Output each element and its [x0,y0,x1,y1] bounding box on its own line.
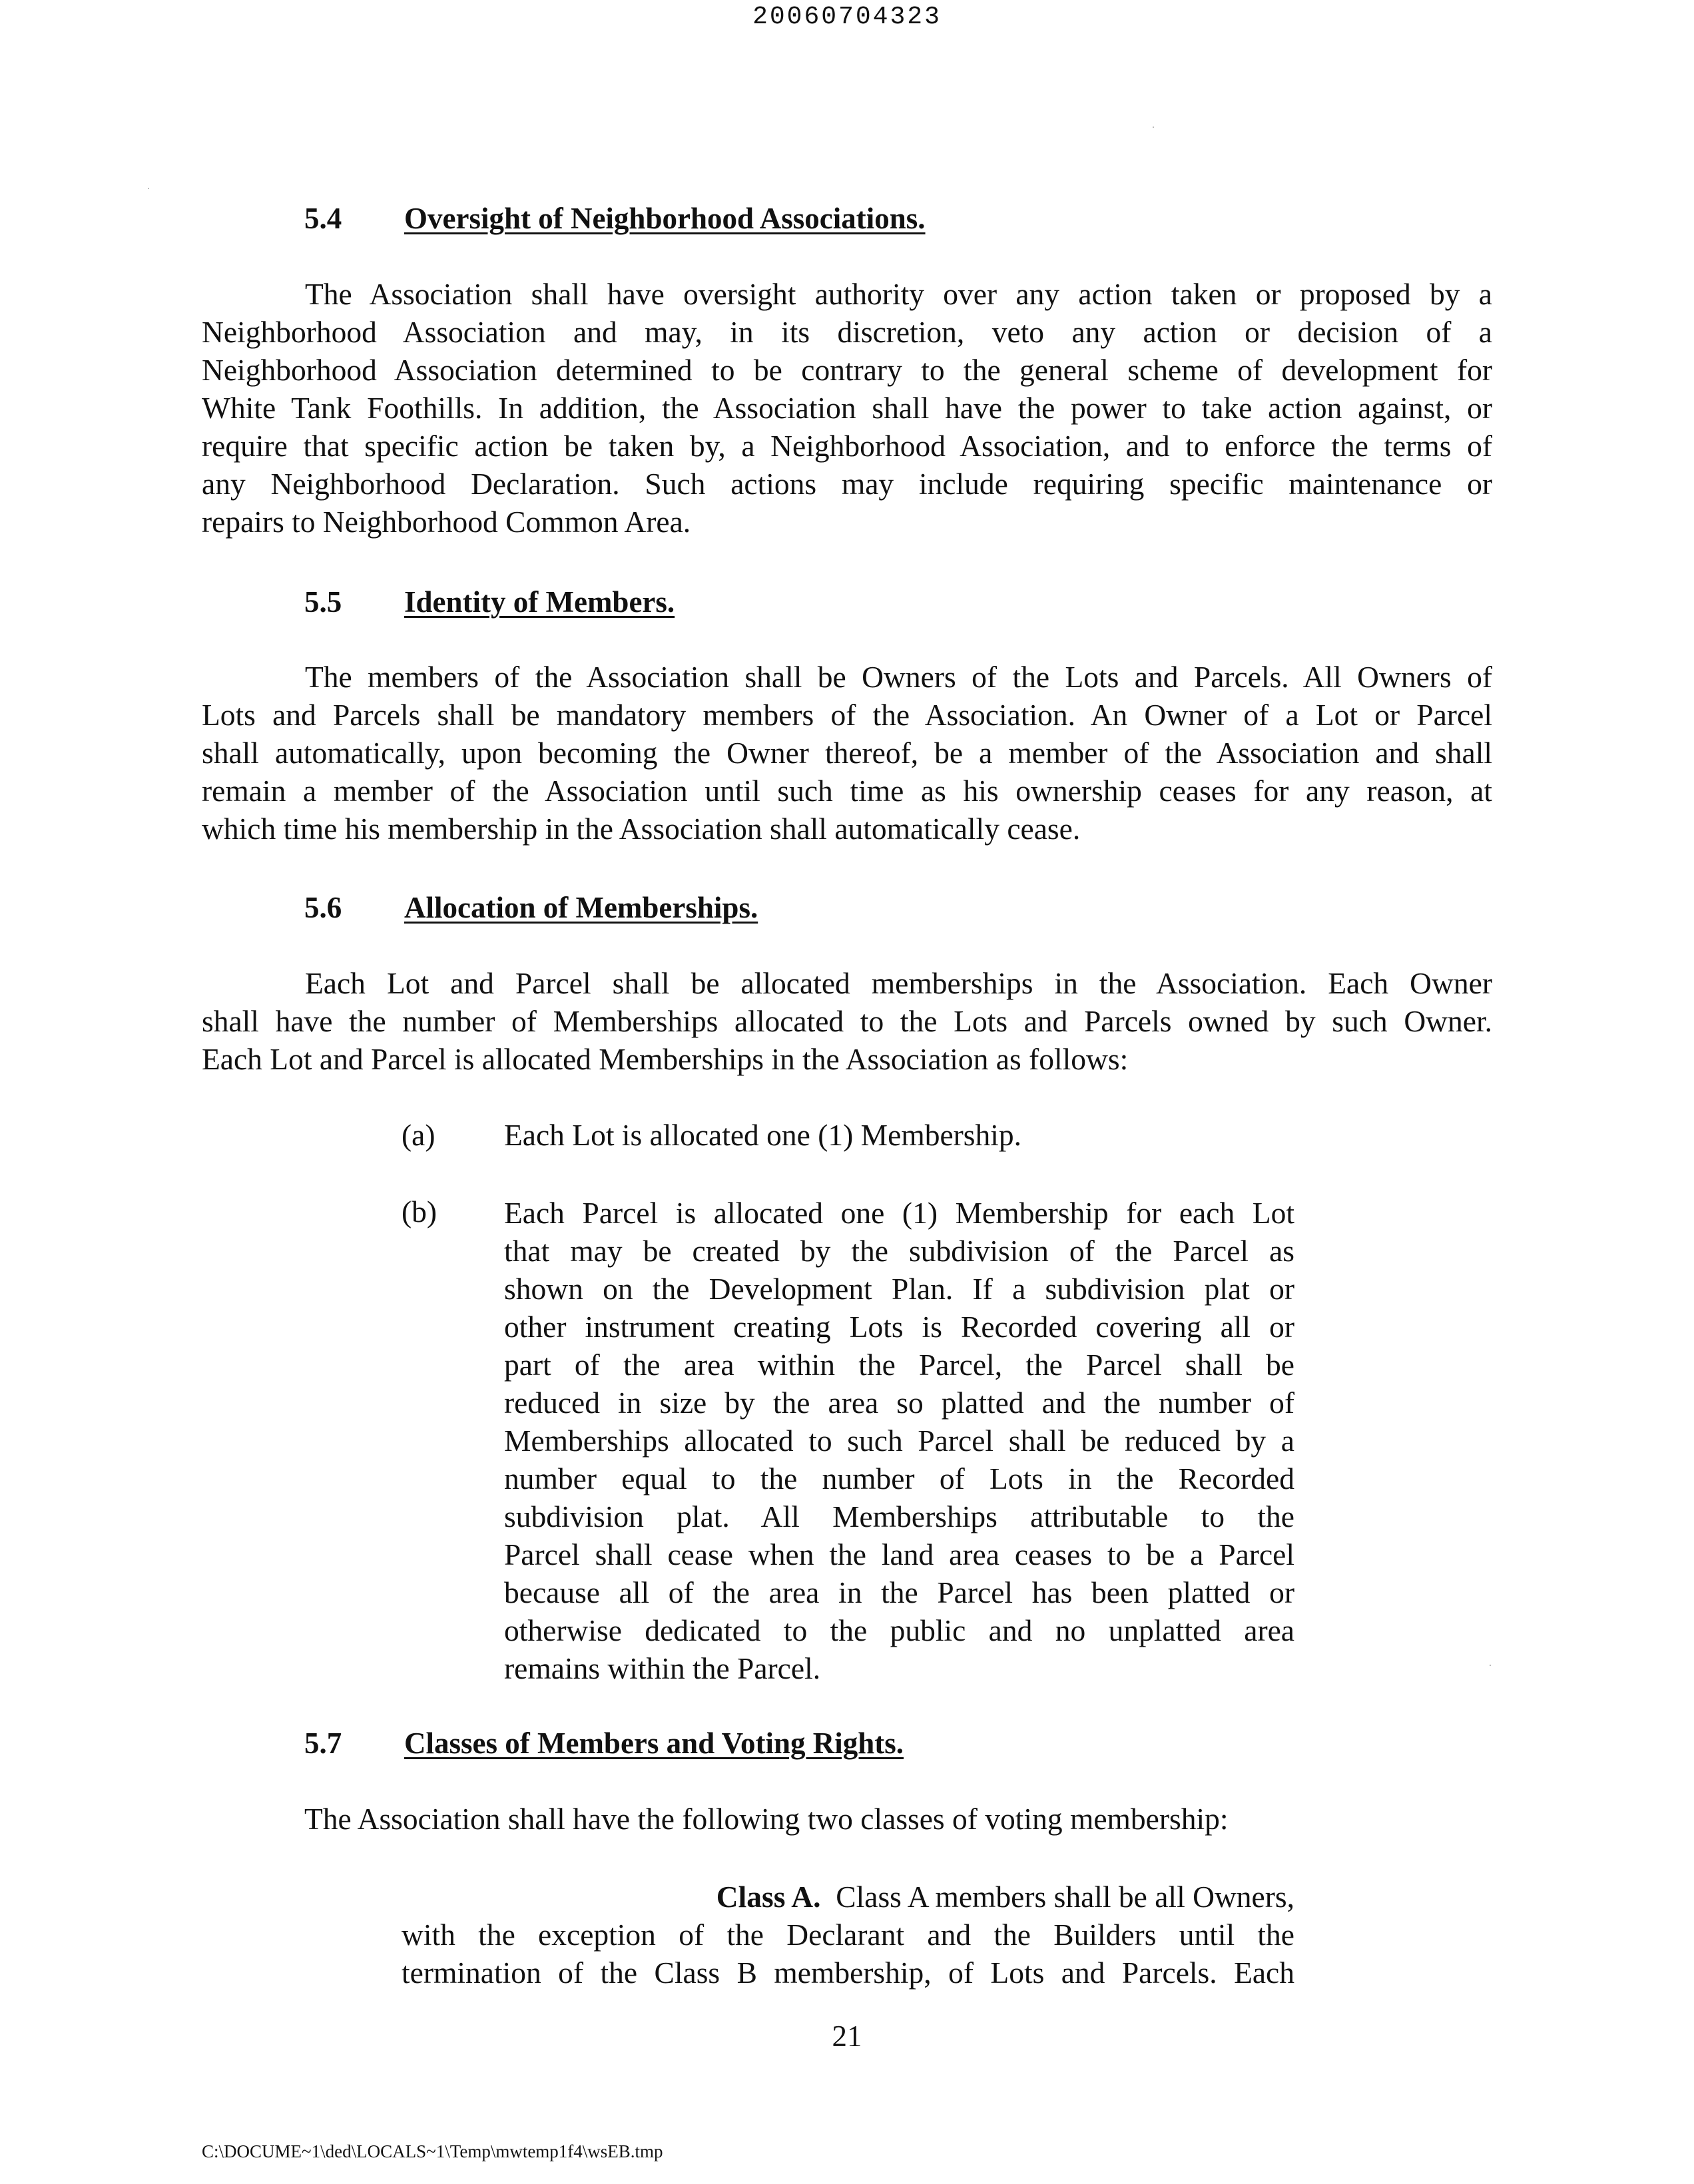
paragraph-line: Memberships allocated to such Parcel shall be reduced by a [504,1424,1294,1458]
scan-speck [1490,1665,1491,1666]
paragraph-line: otherwise dedicated to the public and no unplatted area [504,1613,1294,1647]
section-number: 5.5 [304,585,342,619]
paragraph-line: require that specific action be taken by, a Neighborhood Association, and to enforce the terms of [202,429,1492,463]
scan-speck [148,188,149,189]
item-label-a: (a) [402,1118,435,1152]
footer-file-path: C:\DOCUME~1\ded\LOCALS~1\Temp\mwtemp1f4\wsEB.tmp [202,2141,663,2161]
page-number: 21 [832,2020,862,2053]
paragraph-line: that may be created by the subdivision of the Parcel as [504,1234,1294,1268]
scan-speck [1153,127,1154,128]
section-5-7-intro: The Association shall have the following two classes of voting membership: [304,1802,1229,1836]
section-number: 5.4 [304,202,342,235]
paragraph-line: The Association shall have oversight authority over any action taken or proposed by a [305,277,1492,311]
document-number: 20060704323 [752,3,942,31]
paragraph-line: subdivision plat. All Memberships attributable to the [504,1500,1294,1533]
paragraph-line: any Neighborhood Declaration. Such actions may include requiring specific maintenance or [202,467,1492,501]
paragraph-line: Each Lot and Parcel is allocated Memberships in the Association as follows: [202,1042,1129,1076]
paragraph-line: other instrument creating Lots is Recorded covering all or [504,1310,1294,1344]
section-number: 5.6 [304,891,342,924]
paragraph-line: part of the area within the Parcel, the Parcel shall be [504,1348,1294,1382]
paragraph-line: reduced in size by the area so platted and the number of [504,1386,1294,1420]
section-title: Allocation of Memberships. [404,891,758,924]
paragraph-line: shall automatically, upon becoming the Owner thereof, be a member of the Association and shall [202,736,1492,770]
paragraph-line: number equal to the number of Lots in the Recorded [504,1462,1294,1496]
paragraph-line: shown on the Development Plan. If a subdivision plat or [504,1272,1294,1306]
class-a-paragraph [402,1878,1294,1992]
item-label-b: (b) [402,1195,437,1228]
paragraph-line: termination of the Class B membership, of Lots and Parcels. Each [402,1956,1294,1990]
paragraph-line: The members of the Association shall be Owners of the Lots and Parcels. All Owners of [305,660,1492,694]
section-title: Oversight of Neighborhood Associations. [404,202,926,235]
paragraph-line: Lots and Parcels shall be mandatory members of the Association. An Owner of a Lot or Parcel [202,698,1492,732]
class-a-first-line-text: Class A members shall be all Owners, [836,1880,1294,1914]
paragraph-line: remains within the Parcel. [504,1651,821,1685]
item-b-paragraph [504,1194,1294,1687]
paragraph-line: remain a member of the Association until such time as his ownership ceases for any reason, at [202,774,1492,808]
paragraph-line: White Tank Foothills. In addition, the Association shall have the power to take action against, or [202,391,1492,425]
paragraph-line: repairs to Neighborhood Common Area. [202,505,691,539]
section-5-5-paragraph [202,658,1492,848]
paragraph-line: which time his membership in the Association shall automatically cease. [202,812,1081,846]
paragraph-line: Each Parcel is allocated one (1) Membership for each Lot [504,1196,1294,1230]
paragraph-line: Neighborhood Association and may, in its discretion, veto any action or decision of a [202,315,1492,349]
class-a-first-line [402,1878,1294,1916]
section-5-6-paragraph [202,964,1492,1078]
paragraph-line: because all of the area in the Parcel has been platted or [504,1575,1294,1609]
class-a-label: Class A. [716,1880,821,1914]
paragraph-line: Neighborhood Association determined to be contrary to the general scheme of development for [202,353,1492,387]
paragraph-line: Each Lot and Parcel shall be allocated memberships in the Association. Each Owner [305,966,1492,1000]
section-heading-5-4 [304,201,926,236]
section-heading-5-5 [304,585,675,619]
paragraph-line: Parcel shall cease when the land area ceases to be a Parcel [504,1537,1294,1571]
section-5-4-paragraph [202,275,1492,541]
section-title: Classes of Members and Voting Rights. [404,1727,904,1760]
section-title: Identity of Members. [404,585,675,619]
paragraph-line: shall have the number of Memberships allocated to the Lots and Parcels owned by such Owner. [202,1004,1492,1038]
section-heading-5-6 [304,890,758,925]
section-number: 5.7 [304,1727,342,1760]
item-a-text: Each Lot is allocated one (1) Membership. [504,1118,1022,1152]
paragraph-line: with the exception of the Declarant and the Builders until the [402,1918,1294,1952]
section-heading-5-7 [304,1726,904,1761]
